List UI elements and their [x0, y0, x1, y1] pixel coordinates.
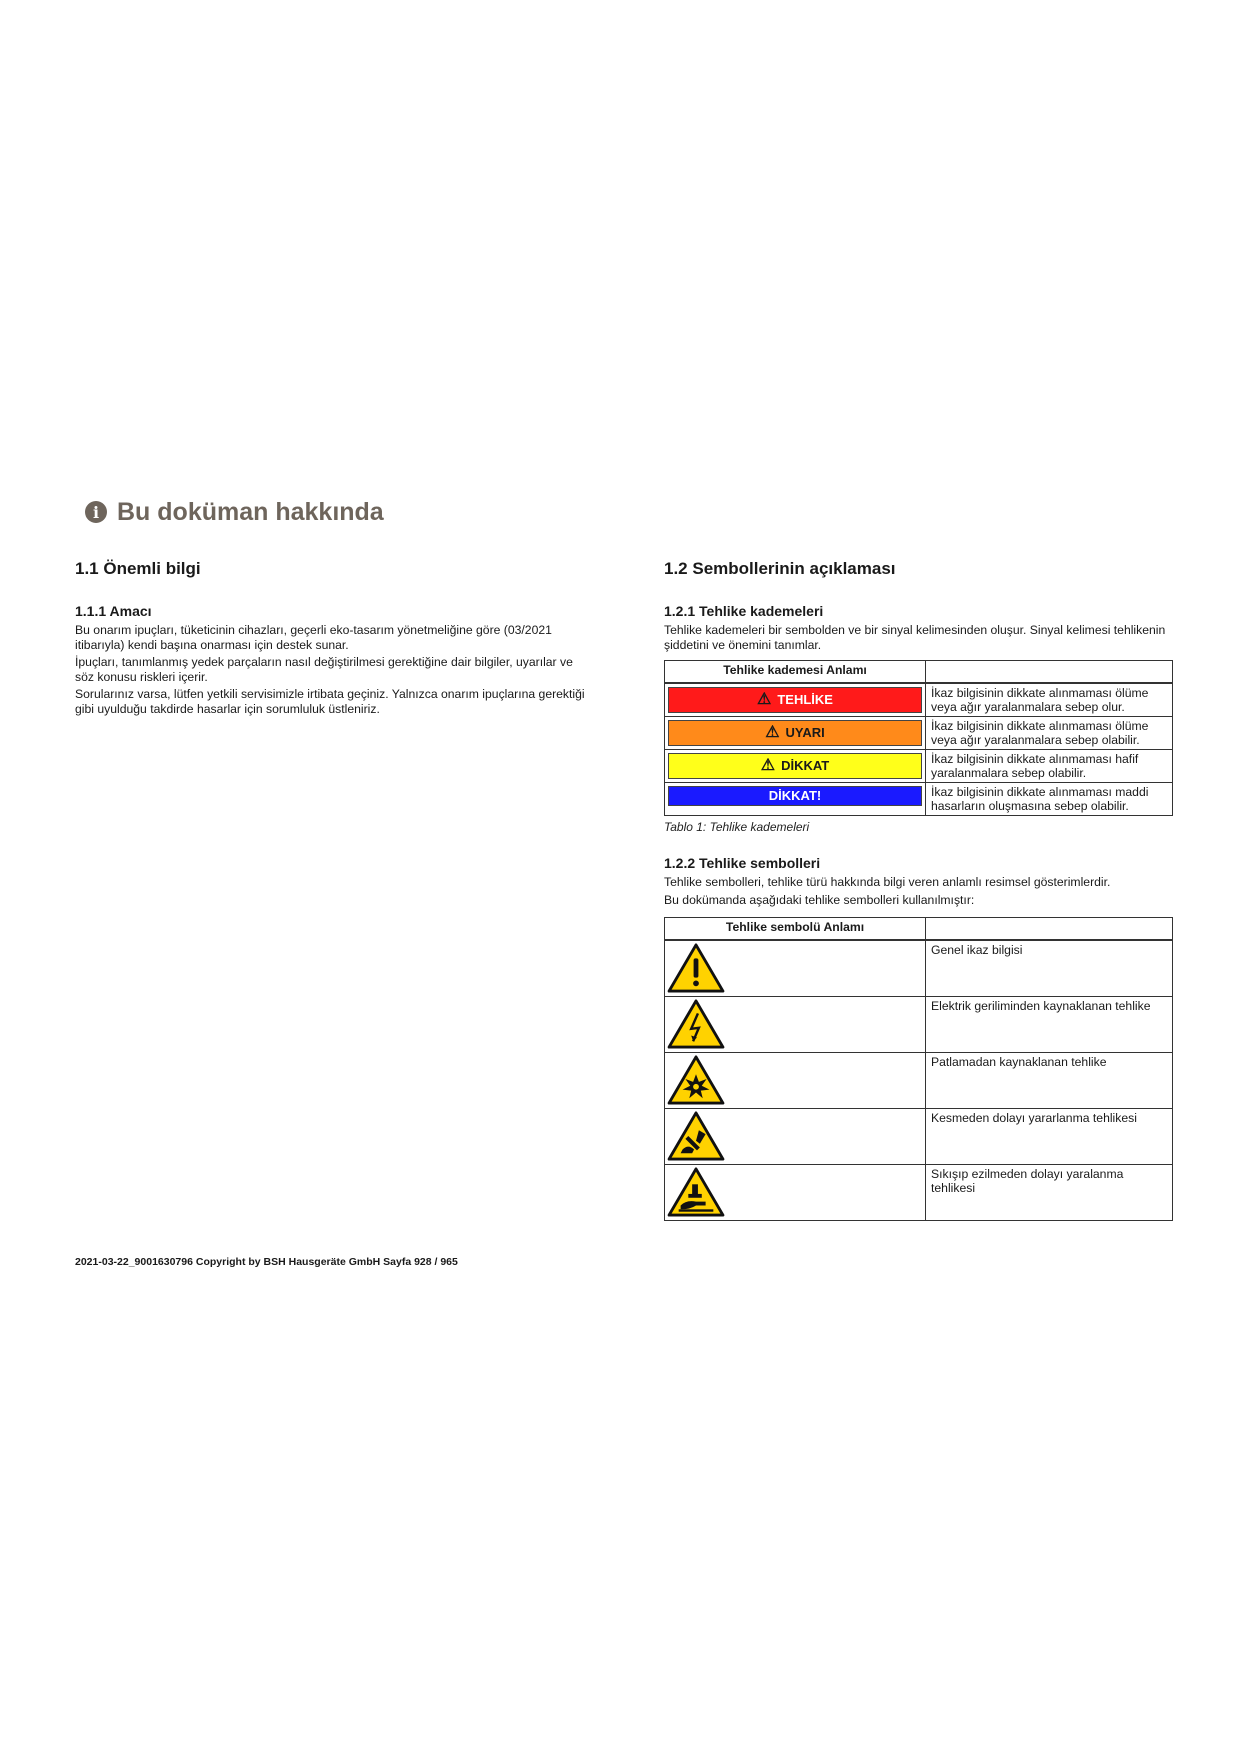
- level-badge-cell: [665, 782, 926, 815]
- notice-badge: [668, 786, 922, 806]
- contact-paragraph: Sorularınız varsa, lütfen yetkili servisimizle irtibata geçiniz. Yalnızca onarım ipuçlarına gerektiği gibi uyulduğu takdirde hasarlar için sorumluluk üstleniriz.: [75, 687, 585, 716]
- level-badge-cell: [665, 749, 926, 782]
- symbol-cell: [665, 996, 926, 1052]
- table-row: [665, 1052, 1173, 1108]
- subsection-heading-purpose: 1.1.1 Amacı: [75, 603, 152, 619]
- right-column: [664, 558, 1174, 1221]
- symbol-cell: [665, 940, 926, 997]
- general-warning-icon: [667, 943, 725, 993]
- page-title-text: Bu doküman hakkında: [117, 497, 384, 526]
- caution-label: DİKKAT: [781, 757, 830, 773]
- hazard-symbols-table-header-empty: [926, 917, 1173, 940]
- warning-badge: [668, 720, 922, 746]
- warning-meaning: İkaz bilgisinin dikkate alınmaması ölüme veya ağır yaralanmalara sebep olabilir.: [926, 716, 1173, 749]
- table-row: [665, 1108, 1173, 1164]
- section-heading-important-info: 1.1 Önemli bilgi: [75, 559, 201, 578]
- symbol-cell: [665, 1052, 926, 1108]
- danger-label: TEHLİKE: [777, 692, 833, 708]
- hazard-symbols-intro-2: Bu dokümanda aşağıdaki tehlike sembolleri kullanılmıştır:: [664, 893, 975, 908]
- caution-meaning: İkaz bilgisinin dikkate alınmaması hafif yaralanmalara sebep olabilir.: [926, 749, 1173, 782]
- subsection-heading-hazard-symbols: 1.2.2 Tehlike sembolleri: [664, 854, 821, 871]
- info-icon: i: [85, 501, 107, 523]
- warning-triangle-icon: ⚠: [765, 723, 780, 741]
- cutting-hazard-meaning: Kesmeden dolayı yararlanma tehlikesi: [926, 1108, 1173, 1164]
- hazard-levels-table-header: Tehlike kademesi Anlamı: [665, 661, 926, 684]
- notice-meaning: İkaz bilgisinin dikkate alınmaması maddi hasarların oluşmasına sebep olabilir.: [926, 782, 1173, 815]
- table-row: [665, 749, 1173, 782]
- crushing-hazard-icon: [667, 1167, 725, 1217]
- electric-voltage-meaning: Elektrik geriliminden kaynaklanan tehlike: [926, 996, 1173, 1052]
- level-badge-cell: [665, 683, 926, 716]
- page-footer: 2021-03-22_9001630796 Copyright by BSH Hausgeräte GmbH Sayfa 928 / 965: [75, 1256, 458, 1268]
- table-row: [665, 716, 1173, 749]
- left-column: [75, 558, 595, 720]
- crushing-hazard-meaning: Sıkışıp ezilmeden dolayı yaralanma tehlikesi: [926, 1164, 1173, 1220]
- purpose-paragraph: Bu onarım ipuçları, tüketicinin cihazları, geçerli eko-tasarım yönetmeliğine göre (03/2021 itibarıyla) kendi başına onarması için destek sunar.: [75, 623, 552, 652]
- hazard-levels-table: [664, 660, 1173, 816]
- electric-voltage-icon: [667, 999, 725, 1049]
- warning-triangle-icon: ⚠: [760, 756, 776, 774]
- notice-label: DİKKAT!: [768, 787, 822, 803]
- table-row: [665, 996, 1173, 1052]
- explosion-meaning: Patlamadan kaynaklanan tehlike: [926, 1052, 1173, 1108]
- symbol-cell: [665, 1108, 926, 1164]
- table-row: [665, 683, 1173, 716]
- hazard-symbols-intro-1: Tehlike sembolleri, tehlike türü hakkında bilgi veren anlamlı resimsel gösterimlerdir.: [664, 874, 1111, 889]
- hazard-levels-intro: Tehlike kademeleri bir sembolden ve bir sinyal kelimesinden oluşur. Sinyal kelimesi tehlikenin şiddetini ve önemini tanımlar.: [664, 623, 1166, 652]
- hazard-symbols-table: [664, 917, 1173, 1221]
- danger-meaning: İkaz bilgisinin dikkate alınmaması ölüme veya ağır yaralanmalara sebep olur.: [926, 683, 1173, 716]
- warning-triangle-icon: ⚠: [757, 691, 772, 709]
- hazard-levels-caption: Tablo 1: Tehlike kademeleri: [664, 819, 810, 834]
- cutting-hazard-icon: [667, 1111, 725, 1161]
- symbol-cell: [665, 1164, 926, 1220]
- danger-badge: [668, 687, 922, 713]
- section-heading-symbols: 1.2 Sembollerinin açıklaması: [664, 559, 896, 578]
- hazard-symbols-table-header: Tehlike sembolü Anlamı: [665, 917, 926, 940]
- hazard-levels-table-header-empty: [926, 661, 1173, 684]
- table-row: [665, 782, 1173, 815]
- level-badge-cell: [665, 716, 926, 749]
- subsection-heading-hazard-levels: 1.2.1 Tehlike kademeleri: [664, 603, 824, 619]
- caution-badge: [668, 753, 922, 779]
- table-row: [665, 940, 1173, 997]
- warning-label: UYARI: [785, 724, 825, 740]
- table-row: [665, 1164, 1173, 1220]
- explosion-icon: [667, 1055, 725, 1105]
- general-warning-meaning: Genel ikaz bilgisi: [926, 940, 1173, 997]
- tips-paragraph: İpuçları, tanımlanmış yedek parçaların nasıl değiştirilmesi gerektiğine dair bilgiler, uyarılar ve söz konusu riskleri içerir.: [75, 655, 573, 684]
- page-title: [85, 492, 384, 532]
